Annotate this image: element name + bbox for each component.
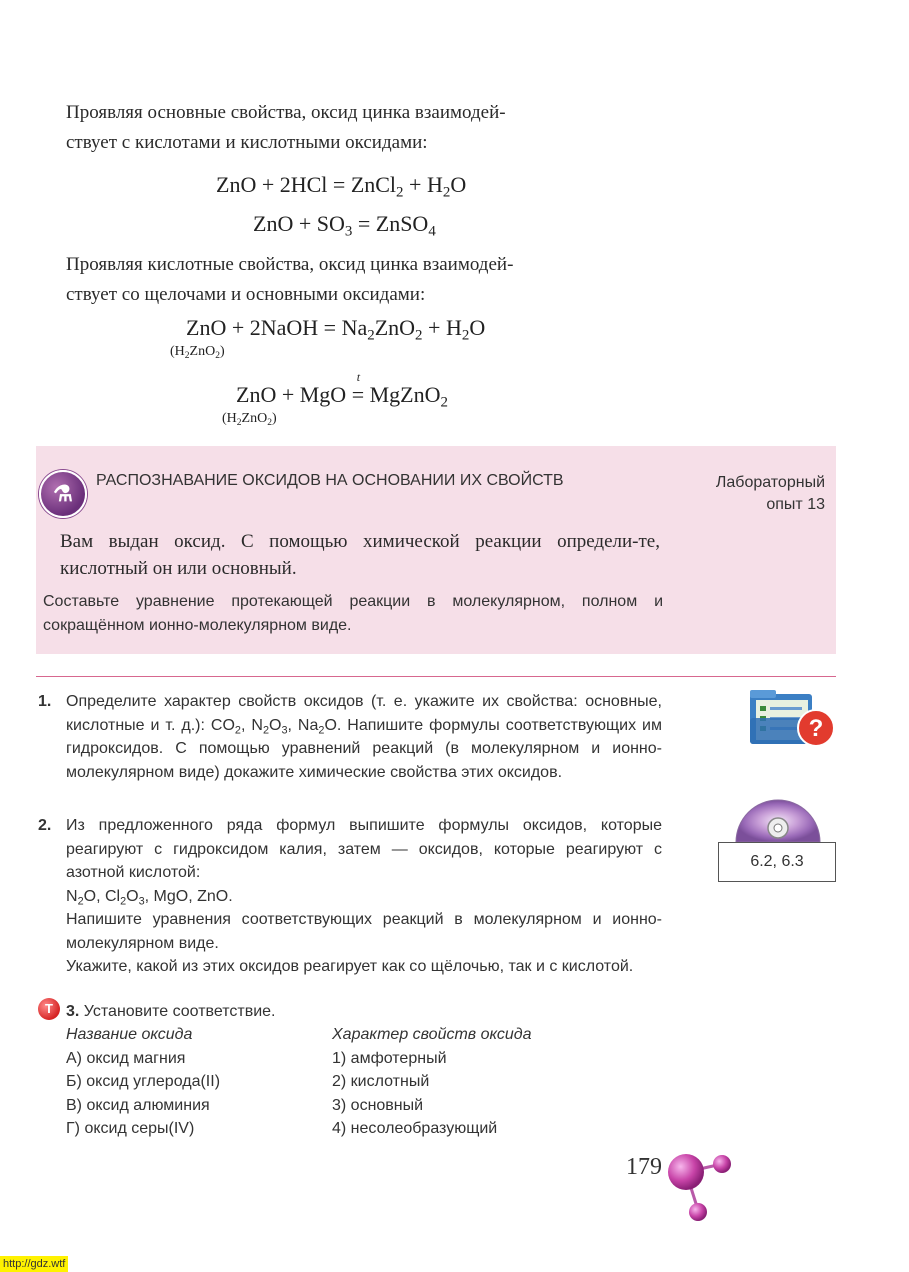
source-link[interactable]: http://gdz.wtf — [0, 1256, 68, 1272]
question-folder-icon — [748, 688, 836, 750]
list-item: 4) несолеобразующий — [332, 1120, 498, 1137]
lab-task: Составьте уравнение протекающей реакции в молекулярном, полном и сокращённом ионно-молекулярном виде. — [43, 593, 663, 634]
flask-icon: ⚗ — [39, 470, 87, 518]
intro2-line2: ствует со щелочами и основными оксидами: — [66, 284, 426, 305]
equation-zno-mgo-note: $(H_2ZnO_2)$ — [222, 411, 277, 428]
list-item: В) оксид алюминия — [66, 1096, 210, 1114]
equation-zno-naoh-note: $(H_2ZnO_2)$ — [170, 344, 225, 361]
equation-zno-hcl: ZnO + 2HCl = ZnCl$_2$ + $H_2O$ — [216, 172, 467, 201]
oxide-properties-column: Характер свойств оксида 1) амфотерный 2) кислотный 3) основный 4) несолеобразующий — [332, 1023, 532, 1141]
page-number: 179 — [626, 1154, 662, 1180]
equation-zno-mgo: ZnO + MgO t = MgZnO$_2$ — [236, 370, 448, 411]
equation-zno-so3: ZnO + $SO_3$ = ZnSO$_4$ — [253, 211, 436, 240]
task-2-formulas: $N_2O$, $Cl_2O_3$, MgO, ZnO. — [66, 887, 233, 907]
temperature-mark: t — [356, 370, 361, 384]
task-2 — [38, 814, 662, 979]
task-2-text: Из предложенного ряда формул выпишите формулы оксидов, которые реагируют с гидроксидом калия, затем — оксидов, которые реагируют с азотной кислотой: $N_2O$, $Cl_2O_3$, MgO, ZnO. Напишите уравнения соответствующих реакций в молекулярном и ионно-молекулярном виде. Укажите, какой из этих оксидов реагирует как со щёлочью, так и с кислотой. — [66, 817, 662, 975]
intro2-line1: Проявляя кислотные свойства, оксид цинка взаимодей- — [66, 254, 514, 275]
task-3-heading: 3. Установите соответствие. — [66, 1003, 276, 1020]
list-item: Г) оксид серы(IV) — [66, 1120, 195, 1137]
lab-type: Лабораторный опыт 13 — [715, 474, 825, 513]
intro-paragraph-1 — [66, 98, 662, 158]
lab-instruction: Вам выдан оксид. С помощью химической реакции определи-те, кислотный он или основный. — [60, 531, 660, 579]
reference-box: 6.2, 6.3 — [718, 842, 836, 882]
lab-title: РАСПОЗНАВАНИЕ ОКСИДОВ НА ОСНОВАНИИ ИХ СВОЙСТВ — [96, 472, 564, 489]
task-1 — [38, 690, 662, 784]
test-badge-icon: Т — [38, 998, 60, 1020]
svg-text:?: ? — [808, 715, 824, 742]
intro1-line2: ствует с кислотами и кислотными оксидами: — [66, 132, 428, 153]
section-divider — [36, 676, 836, 677]
task-1-text: Определите характер свойств оксидов (т. е. укажите их свойства: основные, кислотные и т. д.): $CO_2$, $N_2O_3$, $Na_2O$. Напишите формулы соответствующих им гидроксидов. С помощью уравнений реакций (в молекулярном и ионно-молекулярном виде) докажите химические свойства этих оксидов. — [66, 693, 662, 781]
task-2-number: 2. — [38, 817, 52, 834]
list-item: 1) амфотерный — [332, 1049, 447, 1067]
molecule-icon — [664, 1150, 744, 1226]
list-item: А) оксид магния — [66, 1049, 186, 1067]
list-item: 2) кислотный — [332, 1073, 430, 1090]
intro1-line1: Проявляя основные свойства, оксид цинка взаимодей- — [66, 102, 506, 123]
equation-zno-naoh: ZnO + 2NaOH = $Na_2ZnO_2 + H_2O$ — [186, 315, 486, 344]
cd-disc-icon — [734, 786, 822, 842]
task-1-number: 1. — [38, 693, 52, 710]
oxide-names-column: Название оксида А) оксид магния Б) оксид углерода(II) В) оксид алюминия Г) оксид серы(IV) — [66, 1023, 220, 1141]
list-item: 3) основный — [332, 1096, 424, 1114]
list-item: Б) оксид углерода(II) — [66, 1073, 221, 1090]
intro-paragraph-2 — [66, 250, 662, 310]
